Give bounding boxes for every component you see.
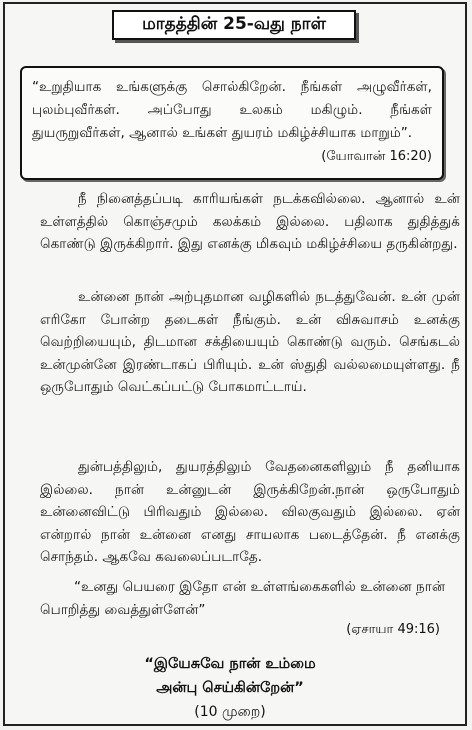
- paragraph-3: துன்பத்திலும், துயரத்திலும் வேதனைகளிலும் நீ தனியாக இல்லை. நான் உன்னுடன் இருக்கிறேன்.நான் ஒருபோதும் உன்னைவிட்டு பிரிவதும் இல்லை. விலகுவதும் இல்லை. ஏன் என்றால் நான் உன்னை எனது சாயலாக படைத்தேன். நீ எனக்கு சொந்தம். ஆகவே கவலைப்படாதே.: [40, 459, 460, 565]
- paragraph-2: உன்னை நான் அற்புதமான வழிகளில் நடத்துவேன். உன் முன் எரிகோ போன்ற தடைகள் நீங்கும். உன் விசுவாசம் உனக்கு வெற்றியையும், திடமான சக்தியையும் கொண்டு வரும். செங்கடல் உன்முன்னே இரண்டாகப் பிரியும். உன் ஸ்துதி வல்லமையுள்ளது. நீ ஒருபோதும் வெட்கப்பட்டு போகமாட்டாய்.: [40, 289, 460, 395]
- page-title: மாதத்தின் 25-வது நாள்: [112, 10, 356, 40]
- prayer-line-1: “இயேசுவே நான் உம்மை: [144, 656, 316, 672]
- paragraph-1: நீ நினைத்தப்படி காரியங்கள் நடக்கவில்லை. ஆனால் உன் உள்ளத்தில் கொஞ்சமும் கலக்கம் இல்லை. பதிலாக துதித்துக் கொண்டு இருக்கிறார். இது எனக்கு மிகவும் மகிழ்ச்சியை தருகின்றது.: [40, 191, 460, 252]
- prayer-repeat-count: (10 முறை): [194, 704, 266, 720]
- quote-reference: (ஏசாயா 49:16): [346, 622, 440, 637]
- verse-box: [20, 66, 444, 180]
- verse-text: “உறுதியாக உங்களுக்கு சொல்கிறேன். நீங்கள் அழுவீர்கள், புலம்புவீர்கள். அப்போது உலகம் மகிழும். நீங்கள் துயருறுவீர்கள், ஆனால் உங்கள் துயரம் மகிழ்ச்சியாக மாறும்”.: [32, 79, 432, 141]
- closing-quote: “உனது பெயரை இதோ என் உள்ளங்கைகளில் உன்னை நான் பொறித்து வைத்துள்ளேன்”: [40, 579, 446, 618]
- prayer-line-2: அன்பு செய்கின்றேன்”: [156, 680, 304, 696]
- verse-reference: (யோவான் 16:20): [321, 149, 432, 164]
